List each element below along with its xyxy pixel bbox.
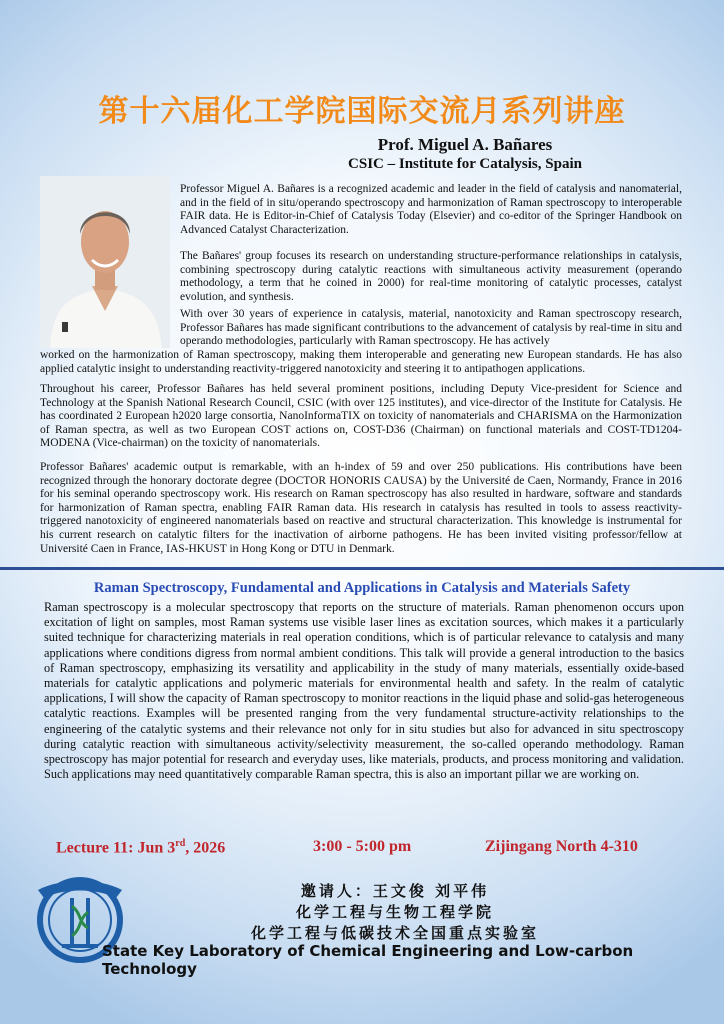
speaker-portrait-icon [40, 176, 170, 348]
lab-name-cn: 化学工程与低碳技术全国重点实验室 [250, 924, 539, 942]
lecture-location: Zijingang North 4-310 [485, 838, 638, 855]
bio-paragraph-2: The Bañares' group focuses its research on understanding structure-performance relationships in catalysis, combining spectroscopy during catalytic reactions with simultaneous activity measurement (operando methodology, a term that he coined in 2000) for real-time monitoring of catalytic processes, catalyst evolution, and synthesis. [180, 250, 682, 303]
bio-paragraph-5: Professor Bañares' academic output is remarkable, with an h-index of 59 and over 250 publications. His contributions have been recognized through the honorary doctorate degree (DOCTOR HONORIS CAUSA) by the Université de Caen, Normandy, France in 2016 for his seminal operando spectroscopy work. His research on Raman spectroscopy has also resulted in hardware, software and standards for harmonization of Raman spectra, enabling FAIR Raman data. His research in catalysis has resulted in tools to assess reactivity-triggered nanotoxicity of engineered nanomaterials based on reactive and structural characterization. This knowledge is instrumental for his current research on catalytic filters for the inactivation of airborne pathogens. He has been invited visiting professor/fellow at Université Caen in France, IAS-HKUST in Hong Kong or DTU in Denmark. [40, 461, 682, 555]
speaker-name: Prof. Miguel A. Bañares [377, 135, 553, 154]
bio-paragraph-1: Professor Miguel A. Bañares is a recognized academic and leader in the field of catalysis and nanomaterial, and in the field of in situ/operando spectroscopy and harmonization of Raman spectroscopy to interoperable FAIR data. He is Editor-in-Chief of Catalysis Today (Elsevier) and co-editor of the Springer Handbook on Advanced Catalyst Characterization. [180, 183, 682, 236]
bio-paragraph-3a: With over 30 years of experience in catalysis, material, nanotoxicity and Raman spectroscopy research, Professor Bañares has made significant contributions to the advancement of catalysis by real-time in situ and operando methodologies, particularly with Raman spectroscopy. He has actively [180, 308, 682, 348]
lecture-time: 3:00 - 5:00 pm [313, 838, 412, 855]
inviters: 邀请人：王文俊 刘平伟 [300, 882, 490, 900]
poster-title: 第十六届化工学院国际交流月系列讲座 [98, 94, 626, 129]
college-name: 化学工程与生物工程学院 [295, 903, 494, 921]
bio-paragraph-3b: worked on the harmonization of Raman spectroscopy, making them interoperable and generating new European standards. He has also applied catalytic insight to understanding reactivity-triggered nanotoxicity and steering it to antipathogen applications. [40, 349, 682, 375]
lecture-year: , 2026 [185, 839, 226, 857]
speaker-affiliation: CSIC – Institute for Catalysis, Spain [348, 156, 582, 172]
lecture-number-date: Lecture 11: Jun 3 [56, 839, 176, 857]
lab-name-en: State Key Laboratory of Chemical Engineering and Low-carbon Technology [102, 942, 634, 978]
lecture-date-suffix: rd [175, 838, 186, 849]
talk-title: Raman Spectroscopy, Fundamental and Applications in Catalysis and Materials Safety [93, 580, 631, 596]
section-divider [0, 567, 724, 570]
bio-paragraph-4: Throughout his career, Professor Bañares has held several prominent positions, including Deputy Vice-president for Science and Technology at the Spanish National Research Council, CSIC (with over 125 institutes), and vice-director of the Institute for Catalysis. He has coordinated 2 European h2020 large consortia, NanoInformaTIX on toxicity of nanomaterials and CHARISMA on the Harmonization of Raman spectra, as well as two European COST actions on, COST-D36 (Chairman) on functional materials and COST-TD1204-MODENA (Vice-chairman) on the toxicity of nanomaterials. [40, 383, 682, 450]
lecture-date [56, 838, 225, 857]
speaker-photo [40, 176, 170, 348]
talk-abstract: Raman spectroscopy is a molecular spectroscopy that reports on the structure of materials. Raman phenomenon occurs upon excitation of light on samples, most Raman systems use visible laser lines as excitation sources, which makes it a particularly suited technique for characterizing materials in real operation conditions, which is of particular relevance to catalysis and many applications where conditions digress from normal ambient conditions. This talk will provide a general introduction to the basics of Raman spectroscopy, emphasizing its versatility and applicability in the study of many materials, essentially oxide-based materials for catalytic applications and polymeric materials for environmental health and safety. In the realm of catalytic applications, I will show the capacity of Raman spectroscopy to monitor reactions in the liquid phase and solid-gas heterogeneous catalytic reactions. Examples will be presented ranging from the very fundamental structure-activity relationships to the engineering of the catalytic systems and their relevance not only for in situ studies but also for advanced in situ spectroscopy during catalytic reaction with simultaneous activity/selectivity measurement, the so-called operando methodology. Raman spectroscopy has major potential for research and everyday uses, like materials, products, and process monitoring and validation. Such applications may need quantitatively comparable Raman spectra, this is also an important pillar we are working on. [44, 600, 684, 782]
